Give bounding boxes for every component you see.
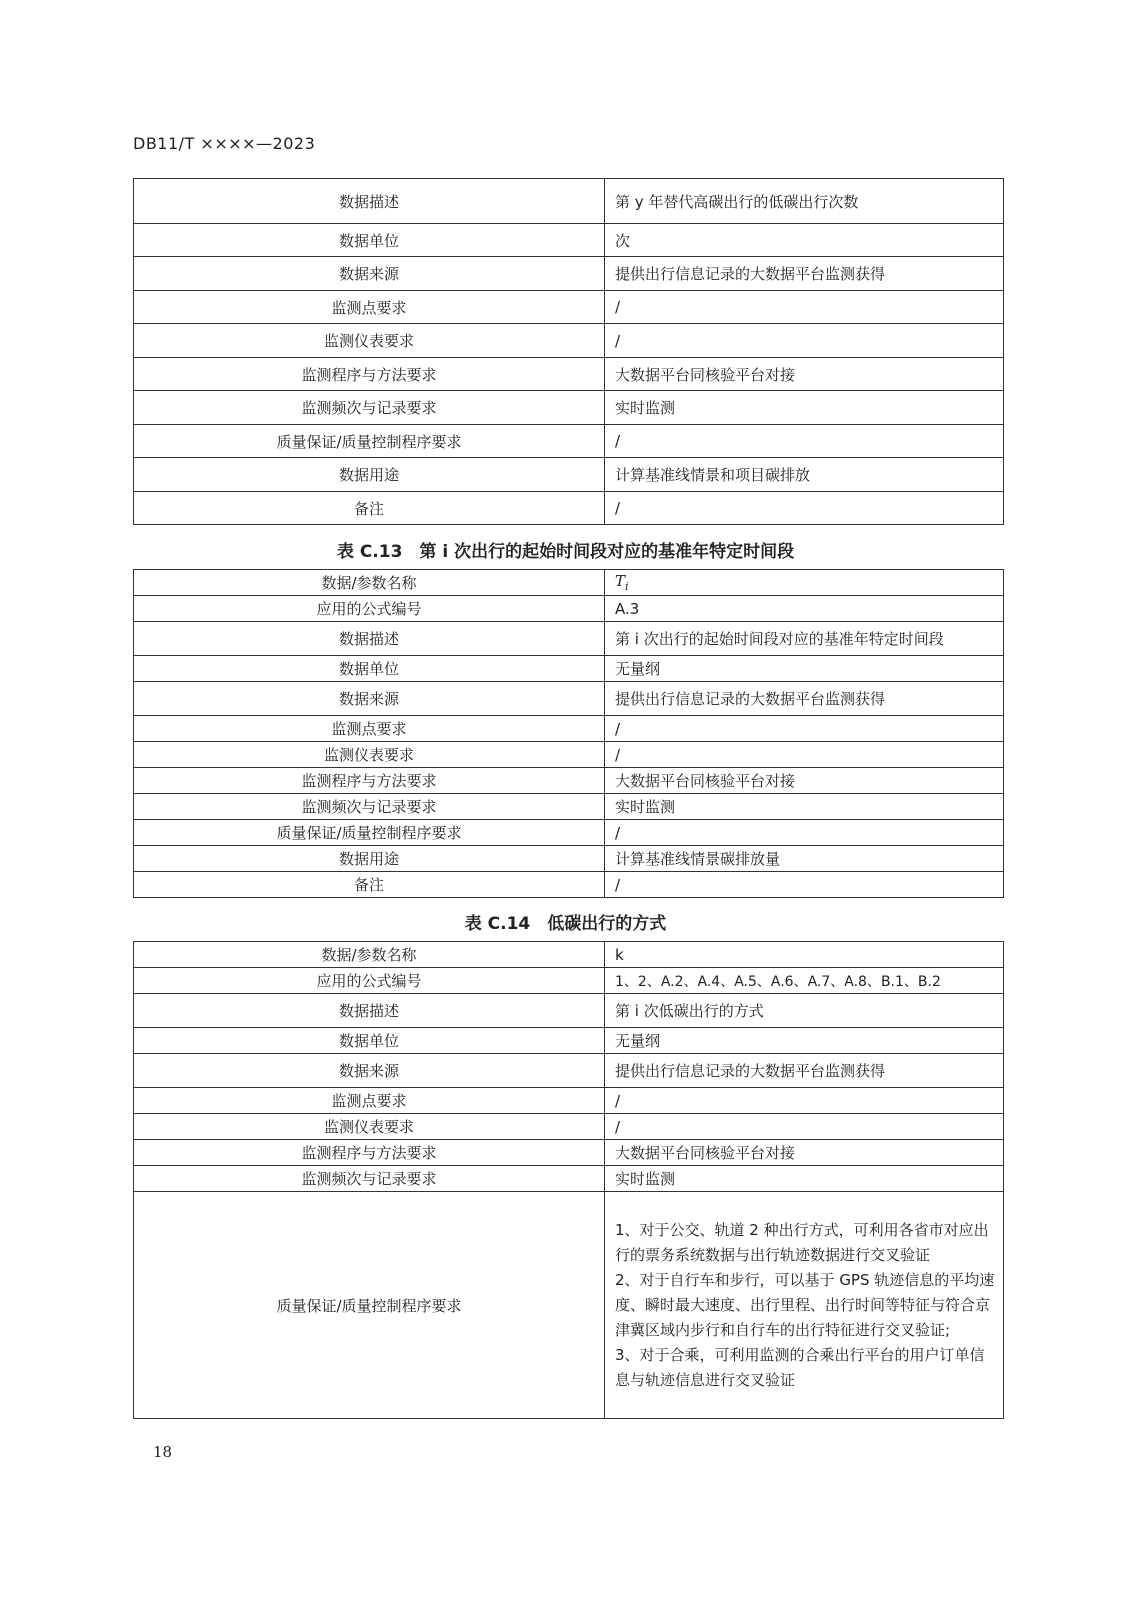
row-value: /	[605, 742, 1004, 768]
table-row	[134, 742, 1004, 768]
qa-item: 2、对于自行车和步行，可以基于 GPS 轨迹信息的平均速度、瞬时最大速度、出行里程、出行时间等特征与符合京津冀区域内步行和自行车的出行特征进行交叉验证;	[615, 1270, 995, 1339]
table-row	[134, 968, 1004, 994]
table-row	[134, 291, 1004, 324]
row-label: 数据单位	[134, 656, 605, 682]
table-row	[134, 570, 1004, 596]
row-value: /	[605, 716, 1004, 742]
table-row	[134, 1054, 1004, 1088]
table-row	[134, 391, 1004, 425]
row-label: 数据用途	[134, 846, 605, 872]
qa-item: 3、对于合乘，可利用监测的合乘出行平台的用户订单信息与轨迹信息进行交叉验证	[615, 1345, 985, 1389]
row-value: 计算基准线情景碳排放量	[605, 846, 1004, 872]
row-value: /	[605, 324, 1004, 358]
row-value: 第 i 次低碳出行的方式	[605, 994, 1004, 1028]
row-value-multiline	[605, 1192, 1004, 1419]
row-value: 无量纲	[605, 656, 1004, 682]
row-value	[605, 570, 1004, 596]
table-row	[134, 1140, 1004, 1166]
row-value: /	[605, 1114, 1004, 1140]
table-row	[134, 458, 1004, 492]
table-row	[134, 716, 1004, 742]
row-value: /	[605, 425, 1004, 458]
row-label: 监测点要求	[134, 1088, 605, 1114]
row-value: 提供出行信息记录的大数据平台监测获得	[605, 682, 1004, 716]
table-row	[134, 257, 1004, 291]
row-value: 实时监测	[605, 1166, 1004, 1192]
table-row	[134, 224, 1004, 257]
table-row	[134, 768, 1004, 794]
row-label: 数据描述	[134, 179, 605, 224]
row-label: 监测仪表要求	[134, 324, 605, 358]
qa-item: 1、对于公交、轨道 2 种出行方式，可利用各省市对应出行的票务系统数据与出行轨迹数据进行交叉验证	[615, 1220, 989, 1264]
row-value: 大数据平台同核验平台对接	[605, 768, 1004, 794]
row-label: 质量保证/质量控制程序要求	[134, 1192, 605, 1419]
table-row	[134, 1088, 1004, 1114]
row-label: 应用的公式编号	[134, 596, 605, 622]
row-value: /	[605, 872, 1004, 898]
row-value: 提供出行信息记录的大数据平台监测获得	[605, 257, 1004, 291]
row-label: 数据描述	[134, 622, 605, 656]
row-value: 实时监测	[605, 391, 1004, 425]
parameter-symbol: $T_i$	[615, 572, 629, 593]
row-value: 第 i 次出行的起始时间段对应的基准年特定时间段	[605, 622, 1004, 656]
table-row	[134, 179, 1004, 224]
data-table-continued	[133, 178, 1004, 525]
row-value: /	[605, 1088, 1004, 1114]
row-value: 实时监测	[605, 794, 1004, 820]
data-table-c14	[133, 941, 1004, 1419]
row-label: 质量保证/质量控制程序要求	[134, 820, 605, 846]
table-row	[134, 596, 1004, 622]
row-label: 监测程序与方法要求	[134, 768, 605, 794]
page-number: 18	[153, 1443, 173, 1461]
table-row	[134, 846, 1004, 872]
table-row	[134, 682, 1004, 716]
table-row	[134, 794, 1004, 820]
table-row	[134, 994, 1004, 1028]
row-label: 应用的公式编号	[134, 968, 605, 994]
row-label: 数据单位	[134, 1028, 605, 1054]
row-value: A.3	[605, 596, 1004, 622]
row-value: 大数据平台同核验平台对接	[605, 358, 1004, 391]
row-label: 数据/参数名称	[134, 570, 605, 596]
row-value: 无量纲	[605, 1028, 1004, 1054]
row-label: 监测频次与记录要求	[134, 794, 605, 820]
row-label: 数据描述	[134, 994, 605, 1028]
table-row	[134, 622, 1004, 656]
table-row	[134, 1114, 1004, 1140]
row-value: /	[605, 291, 1004, 324]
row-label: 监测程序与方法要求	[134, 358, 605, 391]
row-label: 备注	[134, 492, 605, 525]
row-label: 数据来源	[134, 257, 605, 291]
row-label: 数据单位	[134, 224, 605, 257]
table-caption-c14: 表 C.14 低碳出行的方式	[464, 914, 667, 934]
row-label: 数据来源	[134, 682, 605, 716]
data-table-c13	[133, 569, 1004, 898]
row-label: 监测仪表要求	[134, 742, 605, 768]
table-row	[134, 1192, 1004, 1419]
document-code-header: DB11/T ××××—2023	[133, 134, 316, 153]
row-value: 次	[605, 224, 1004, 257]
row-label: 监测仪表要求	[134, 1114, 605, 1140]
table-row	[134, 820, 1004, 846]
table-row	[134, 1166, 1004, 1192]
row-value: 第 y 年替代高碳出行的低碳出行次数	[605, 179, 1004, 224]
row-value: 计算基准线情景和项目碳排放	[605, 458, 1004, 492]
row-label: 数据/参数名称	[134, 942, 605, 968]
table-row	[134, 358, 1004, 391]
row-label: 监测程序与方法要求	[134, 1140, 605, 1166]
row-value: 提供出行信息记录的大数据平台监测获得	[605, 1054, 1004, 1088]
row-value: /	[605, 820, 1004, 846]
row-label: 监测频次与记录要求	[134, 391, 605, 425]
table-caption-c13: 表 C.13 第 i 次出行的起始时间段对应的基准年特定时间段	[336, 542, 795, 562]
table-row	[134, 425, 1004, 458]
row-value: 1、2、A.2、A.4、A.5、A.6、A.7、A.8、B.1、B.2	[605, 968, 1004, 994]
table-row	[134, 872, 1004, 898]
table-row	[134, 1028, 1004, 1054]
row-value: k	[605, 942, 1004, 968]
row-label: 数据来源	[134, 1054, 605, 1088]
table-row	[134, 492, 1004, 525]
table-row	[134, 324, 1004, 358]
row-label: 监测频次与记录要求	[134, 1166, 605, 1192]
row-label: 监测点要求	[134, 291, 605, 324]
row-value: /	[605, 492, 1004, 525]
row-label: 备注	[134, 872, 605, 898]
table-row	[134, 656, 1004, 682]
table-row	[134, 942, 1004, 968]
row-value: 大数据平台同核验平台对接	[605, 1140, 1004, 1166]
row-label: 质量保证/质量控制程序要求	[134, 425, 605, 458]
row-label: 监测点要求	[134, 716, 605, 742]
row-label: 数据用途	[134, 458, 605, 492]
